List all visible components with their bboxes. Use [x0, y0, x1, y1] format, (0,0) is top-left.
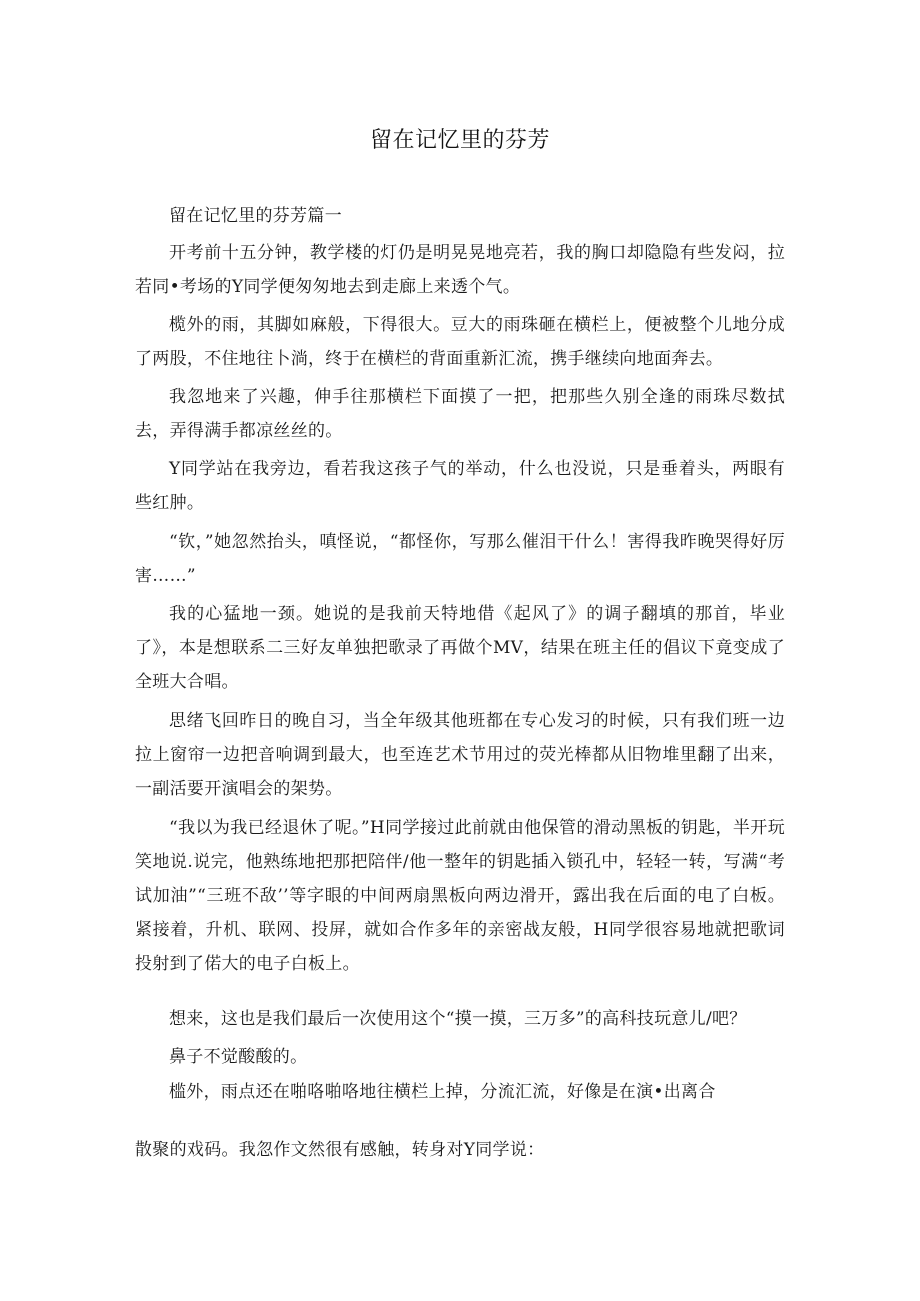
paragraph-1: 开考前十五分钟，教学楼的灯仍是明晃晃地亮若，我的胸口却隐隐有些发闷，拉若同•考场的Y同学便匆匆地去到走廊上来透个气。 — [135, 243, 785, 297]
paragraph-7: 思绪飞回昨日的晚自习，当全年级其他班都在专心发习的时候，只有我们班一边拉上窗帘一边把音响调到最大，也至连艺术节用过的荧光棒都从旧物堆里翻了出来，一副活要开演唱会的架势。 — [135, 711, 785, 799]
paragraph-5: “钦，”她忽然抬头，嗔怪说，“都怪你，写那么催泪干什么！害得我昨晚哭得好厉害……” — [135, 532, 785, 586]
paragraph-12: 散聚的戏码。我忽作文然很有感触，转身对Y同学说： — [135, 1140, 545, 1160]
paragraph-11: 槛外，雨点还在啪咯啪咯地往横栏上掉，分流汇流，好像是在演•出离合 — [169, 1082, 716, 1102]
paragraph-4: Y同学站在我旁边，看若我这孩子气的举动，什么也没说，只是垂着头，两眼有些红肿。 — [135, 459, 785, 513]
paragraph-3: 我忽地来了兴趣，伸手往那横栏下面摸了一把，把那些久别全逢的雨珠尽数拭去，弄得满手都凉丝丝的。 — [135, 387, 785, 441]
section-heading: 留在记忆里的芬芳篇一 — [169, 206, 342, 226]
document-title: 留在记忆里的芬芳 — [369, 128, 550, 153]
paragraph-10: 鼻子不觉酸酸的。 — [169, 1047, 308, 1067]
paragraph-2: 榄外的雨，其脚如麻般，下得很大。豆大的雨珠砸在横栏上，便被整个儿地分成了两股，不住地往卜淌，终于在横栏的背面重新汇流，携手继续向地面奔去。 — [135, 315, 785, 369]
paragraph-6: 我的心猛地一颈。她说的是我前天特地借《起风了》的调子翻填的那首，毕业了》，本是想联系二三好友单独把歌录了再做个MV，结果在班主任的倡议下竟变成了全班大合唱。 — [135, 604, 785, 692]
paragraph-9: 想来，这也是我们最后一次使用这个“摸一摸，三万多”的高科技玩意儿/吧？ — [169, 1009, 747, 1029]
paragraph-8: “我以为我已经退休了呢。”H同学接过此前就由他保管的滑动黑板的钥匙，半开玩笑地说.说完，他熟练地把那把陪伴/他一整年的钥匙插入锁孔中，轻轻一转，写满“考试加油”“三班不敌’’等字眼的中间两扇黑板向两边滑开，露出我在后面的电了白板。紧接着，升机、联网、投屏，就如合作多年的亲密战友般，H同学很容易地就把歌词投射到了偌大的电子白板上。 — [135, 818, 785, 974]
